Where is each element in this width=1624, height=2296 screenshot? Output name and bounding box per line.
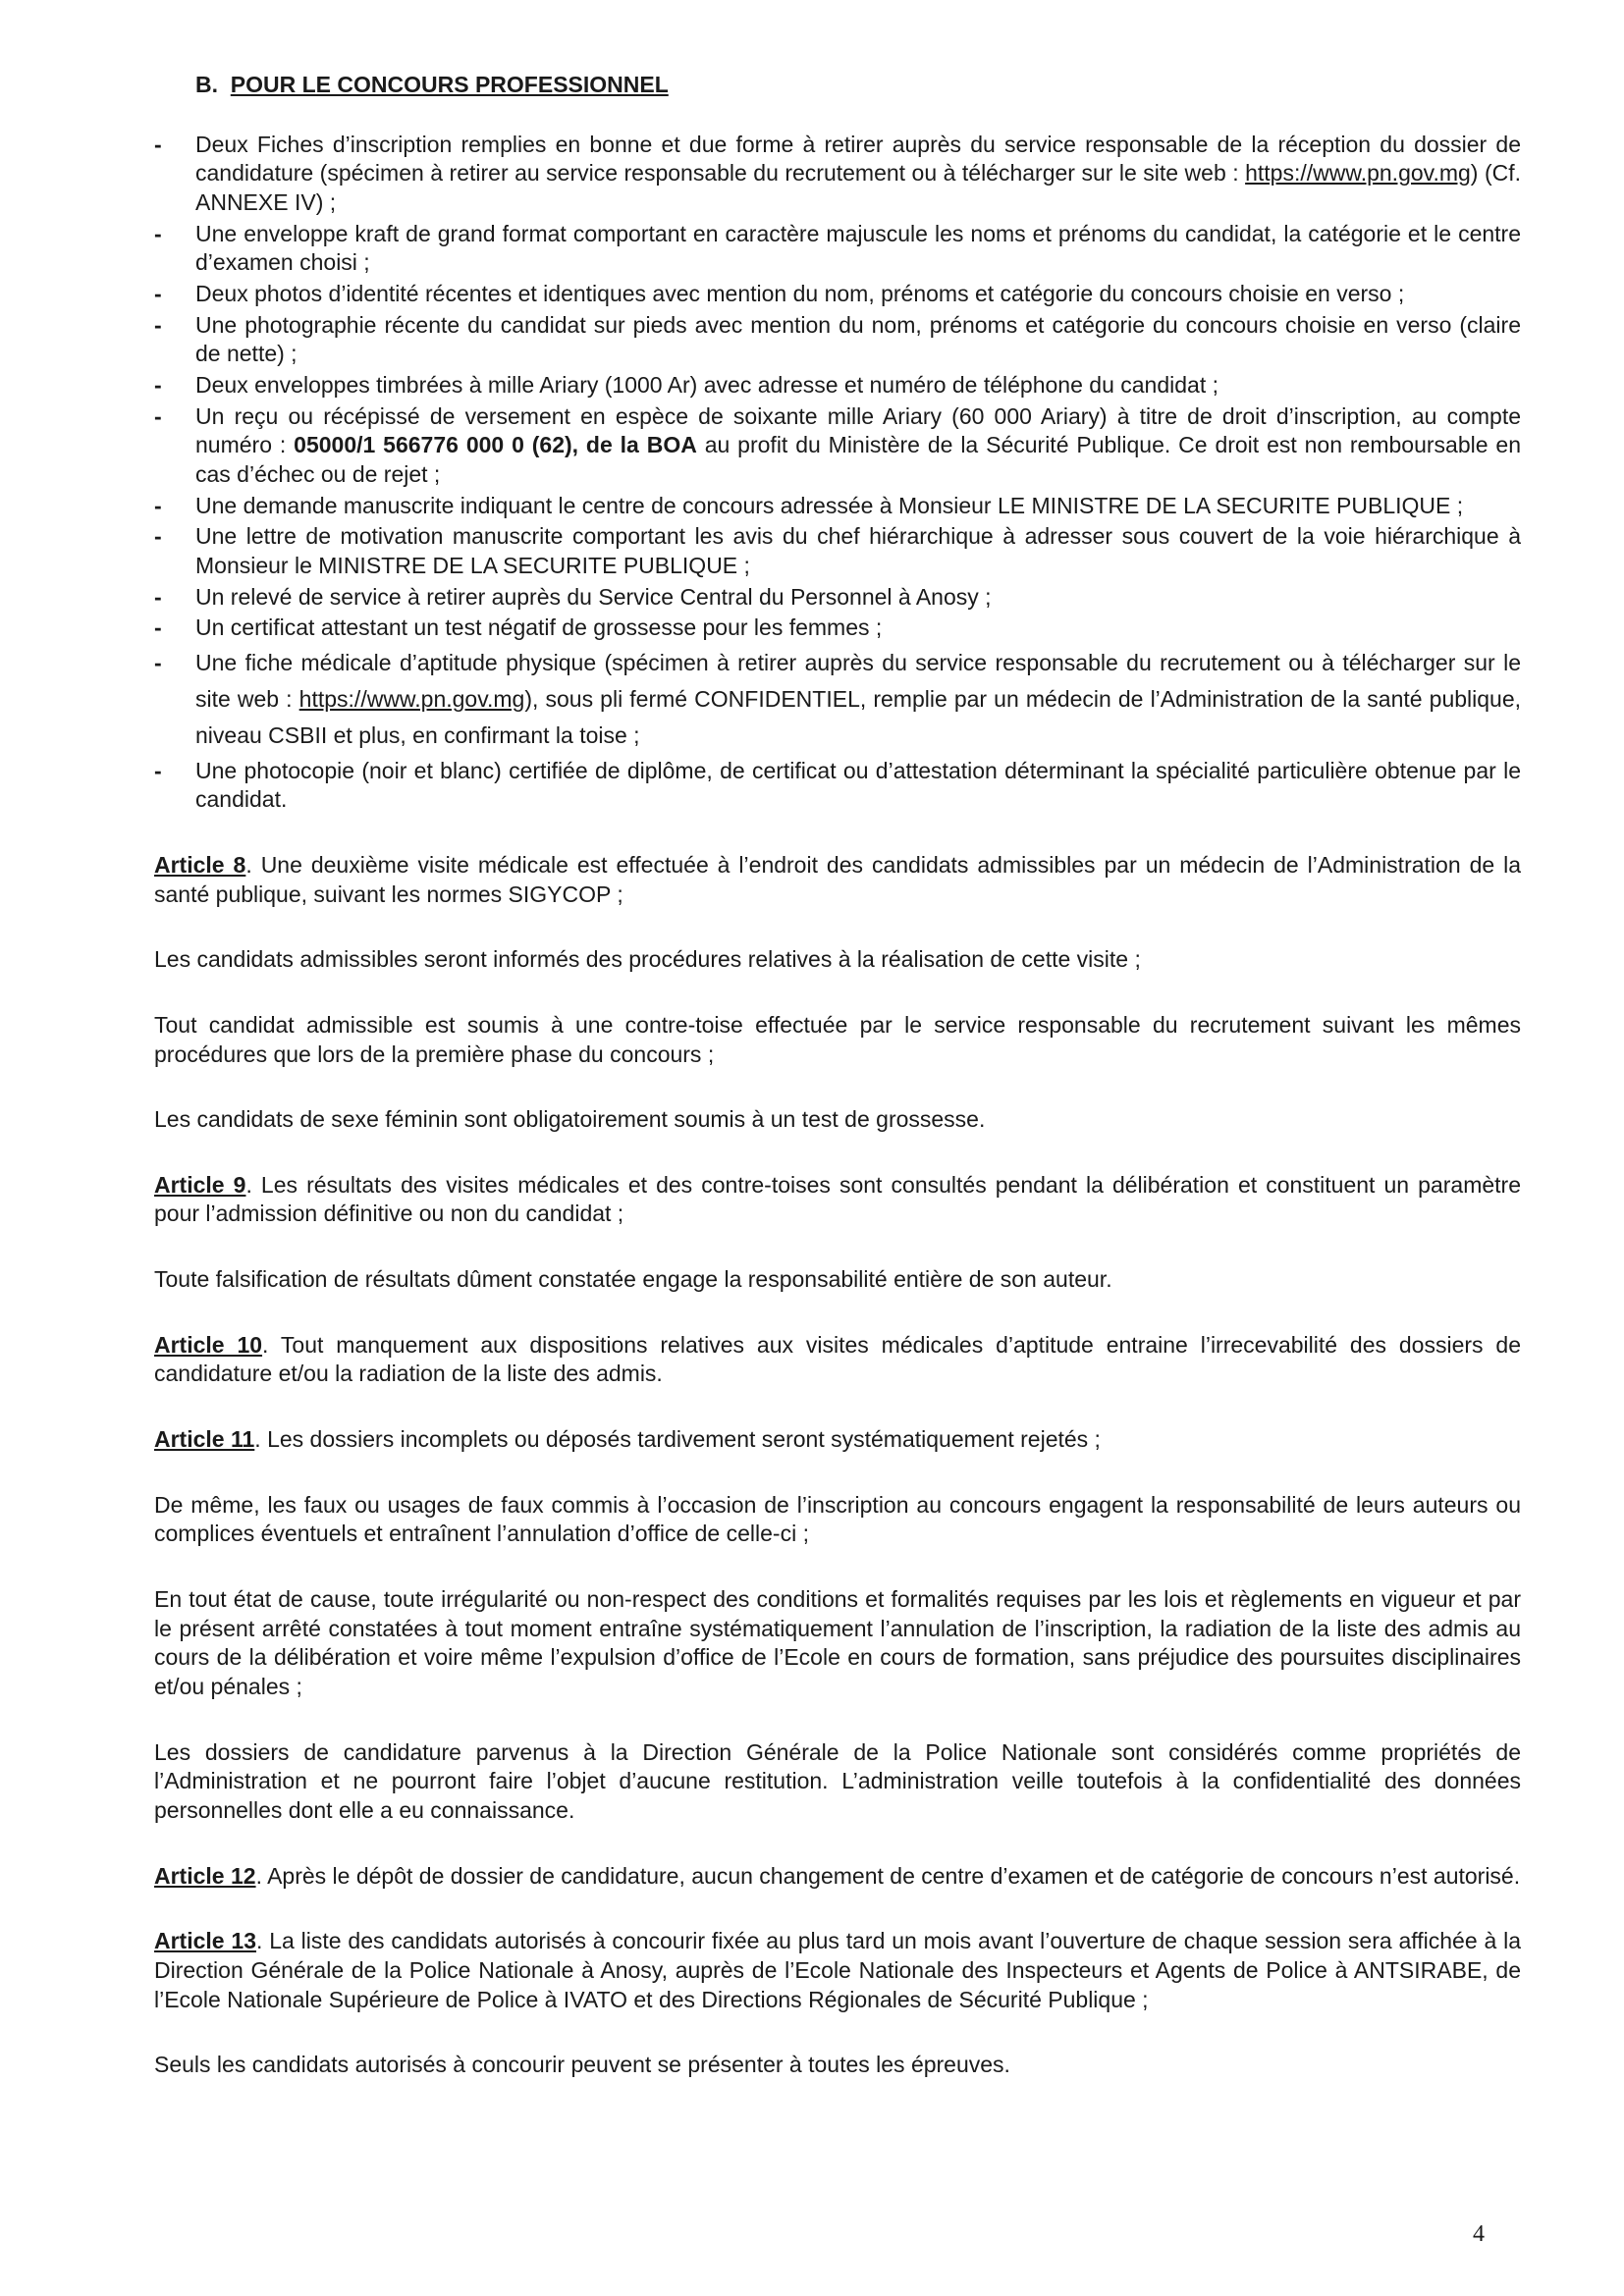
article-text: . Les dossiers incomplets ou déposés tardivement seront systématiquement rejetés ;	[254, 1426, 1101, 1453]
article-11	[154, 1425, 1521, 1455]
article-9	[154, 1171, 1521, 1229]
list-item: - Une enveloppe kraft de grand format comportant en caractère majuscule les noms et prénoms du candidat, la catégorie et le centre d’examen choisi ;	[154, 220, 1521, 278]
page-number: 4	[1473, 2221, 1485, 2247]
list-item: - Une demande manuscrite indiquant le centre de concours adressée à Monsieur LE MINISTRE DE LA SECURITE PUBLIQUE ;	[154, 492, 1521, 521]
section-prefix: B.	[195, 72, 218, 97]
article-text: . Tout manquement aux dispositions relatives aux visites médicales d’aptitude entraine l’irrecevabilité des dossiers de candidature et/ou la radiation de la liste des admis.	[154, 1331, 1521, 1387]
item-text: au profit du Ministère de la Sécurité Publique. Ce droit est non remboursable en cas d’échec ou de rejet ;	[195, 432, 1521, 487]
paragraph: Tout candidat admissible est soumis à une contre-toise effectuée par le service responsable du recrutement suivant les mêmes procédures que lors de la première phase du concours ;	[154, 1011, 1521, 1067]
article-label: Article 12	[154, 1862, 256, 1889]
paragraph: Seuls les candidats autorisés à concourir peuvent se présenter à toutes les épreuves.	[154, 2052, 1010, 2078]
item-text: Deux Fiches d’inscription remplies en bonne et due forme à retirer auprès du service responsable de la réception du dossier de candidature (spécimen à retirer au service responsable du recrutement ou à télécharger sur le site web :	[195, 131, 1521, 187]
list-item: - Deux photos d’identité récentes et identiques avec mention du nom, prénoms et catégorie du concours choisie en verso ;	[154, 280, 1521, 309]
article-text: . La liste des candidats autorisés à concourir fixée au plus tard un mois avant l’ouverture de chaque session sera affichée à la Direction Générale de la Police Nationale à Anosy, auprès de l’Ecole Nationale des Inspecteurs et Agents de Police à ANTSIRABE, de l’Ecole Nationale Supérieure de Police à IVATO et des Directions Régionales de Sécurité Publique ;	[154, 1928, 1521, 2012]
document-body	[154, 71, 1521, 2080]
item-text: ), sous pli fermé CONFIDENTIEL, remplie par un médecin de l’Administration de la santé publique, niveau CSBII et plus, en confirmant la toise ;	[195, 686, 1522, 749]
list-item: - Une photocopie (noir et blanc) certifiée de diplôme, de certificat ou d’attestation déterminant la spécialité particulière obtenue par le candidat.	[154, 757, 1521, 815]
section-title: POUR LE CONCOURS PROFESSIONNEL	[230, 72, 669, 97]
list-item	[154, 131, 1521, 218]
website-link[interactable]: https://www.pn.gov.mg	[298, 686, 525, 713]
article-label: Article 10	[154, 1331, 263, 1358]
article-12	[154, 1862, 1521, 1892]
list-item: - Un certificat attestant un test négatif de grossesse pour les femmes ;	[154, 614, 1521, 643]
paragraph: De même, les faux ou usages de faux commis à l’occasion de l’inscription au concours engagent la responsabilité de leurs auteurs ou complices éventuels et entraînent l’annulation d’office de celle-ci ;	[154, 1491, 1521, 1547]
list-item: - Une lettre de motivation manuscrite comportant les avis du chef hiérarchique à adresser sous couvert de la voie hiérarchique à Monsieur le MINISTRE DE LA SECURITE PUBLIQUE ;	[154, 522, 1521, 580]
list-item	[154, 402, 1521, 490]
article-text: . Les résultats des visites médicales et des contre-toises sont consultés pendant la délibération et constituent un paramètre pour l’admission définitive ou non du candidat ;	[154, 1171, 1521, 1227]
article-10	[154, 1331, 1521, 1389]
paragraph: En tout état de cause, toute irrégularité ou non-respect des conditions et formalités requises par les lois et règlements en vigueur et par le présent arrêté constatées à tout moment entraîne systématiquement l’annulation de l’inscription, la radiation de la liste des admis au cours de la délibération et voire même l’expulsion d’office de l’Ecole en cours de formation, sans préjudice des poursuites disciplinaires et/ou pénales ;	[154, 1586, 1521, 1700]
article-label: Article 11	[154, 1426, 255, 1453]
paragraph: Les candidats de sexe féminin sont obligatoirement soumis à un test de grossesse.	[154, 1106, 986, 1133]
article-13	[154, 1927, 1521, 2014]
article-label: Article 9	[154, 1171, 246, 1198]
paragraph: Les dossiers de candidature parvenus à la Direction Générale de la Police Nationale sont considérés comme propriétés de l’Administration et ne pourront faire l’objet d’aucune restitution. L’administration veille toutefois à la confidentialité des données personnelles dont elle a eu connaissance.	[154, 1738, 1521, 1823]
section-heading	[195, 71, 1521, 100]
list-item	[154, 645, 1521, 755]
article-label: Article 8	[154, 851, 246, 878]
requirements-list	[154, 131, 1521, 815]
item-text: ) (Cf. ANNEXE IV) ;	[195, 160, 1521, 215]
list-item: - Une photographie récente du candidat sur pieds avec mention du nom, prénoms et catégorie du concours choisie en verso (claire de nette) ;	[154, 311, 1521, 369]
article-8	[154, 851, 1521, 909]
paragraph: Toute falsification de résultats dûment constatée engage la responsabilité entière de son auteur.	[154, 1266, 1112, 1293]
article-text: . Une deuxième visite médicale est effectuée à l’endroit des candidats admissibles par un médecin de l’Administration de la santé publique, suivant les normes SIGYCOP ;	[154, 851, 1522, 907]
item-text: Une fiche médicale d’aptitude physique (spécimen à retirer auprès du service responsable du recrutement ou à télécharger sur le site web :	[195, 649, 1521, 713]
list-item: - Deux enveloppes timbrées à mille Ariary (1000 Ar) avec adresse et numéro de téléphone du candidat ;	[154, 371, 1521, 400]
article-text: . Après le dépôt de dossier de candidature, aucun changement de centre d’examen et de catégorie de concours n’est autorisé.	[255, 1862, 1521, 1889]
website-link[interactable]: https://www.pn.gov.mg	[1245, 160, 1471, 187]
article-label: Article 13	[154, 1928, 257, 1954]
account-number: 05000/1 566776 000 0 (62), de la BOA	[294, 432, 697, 458]
paragraph: Les candidats admissibles seront informés des procédures relatives à la réalisation de cette visite ;	[154, 946, 1141, 973]
list-item: - Un relevé de service à retirer auprès du Service Central du Personnel à Anosy ;	[154, 583, 1521, 613]
item-text: Un reçu ou récépissé de versement en espèce de soixante mille Ariary (60 000 Ariary) à titre de droit d’inscription, au compte numéro :	[195, 402, 1521, 458]
